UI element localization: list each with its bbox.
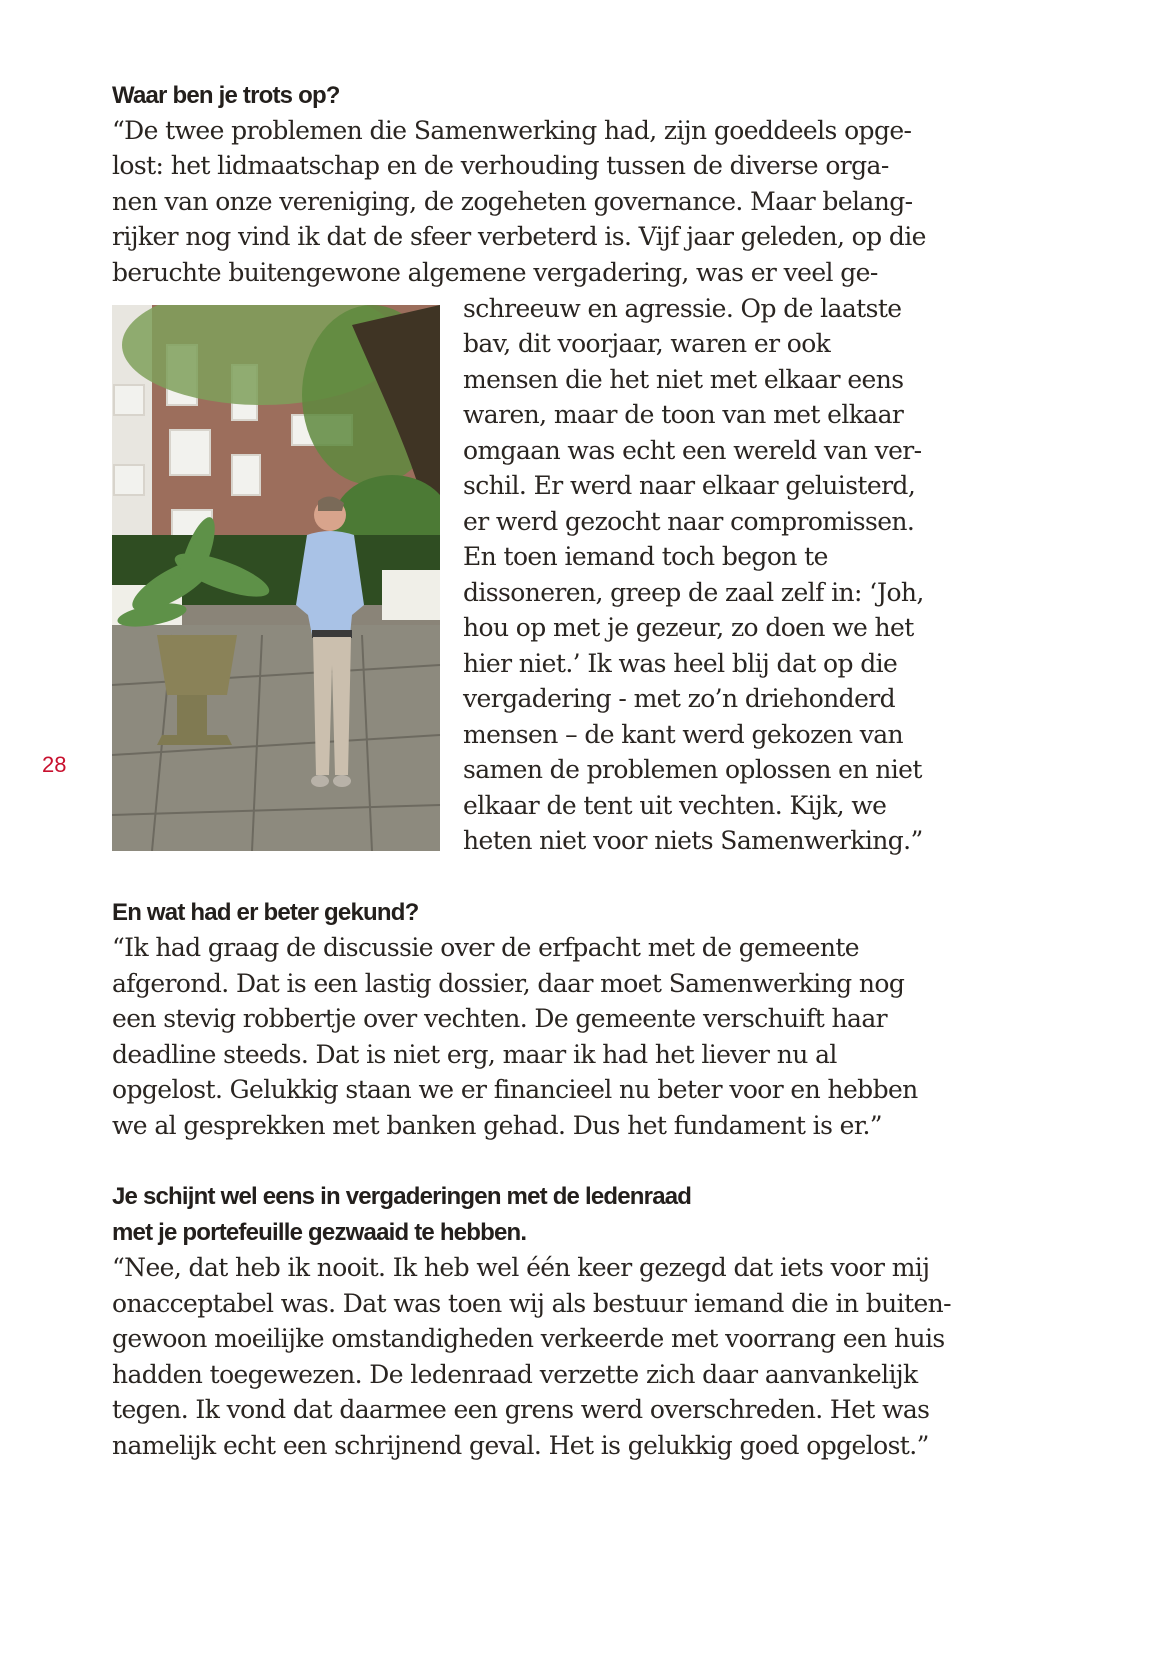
body-line: waren, maar de toon van met elkaar [463, 400, 904, 429]
body-line: samen de problemen oplossen en niet [463, 755, 922, 784]
body-line: bav, dit voorjaar, waren er ook [463, 329, 831, 358]
body-line: dissoneren, greep de zaal zelf in: ‘Joh, [463, 578, 924, 607]
body-line: hou op met je gezeur, zo doen we het [463, 613, 914, 642]
body-line: we al gesprekken met banken gehad. Dus het fundament is er.” [112, 1111, 882, 1140]
body-line: omgaan was echt een wereld van ver- [463, 436, 922, 465]
body-line: elkaar de tent uit vechten. Kijk, we [463, 791, 887, 820]
portrait-photo [112, 305, 440, 851]
section-heading-portefeuille-1: Je schijnt wel eens in vergaderingen met de ledenraad [112, 1183, 692, 1210]
body-line: opgelost. Gelukkig staan we er financieel nu beter voor en hebben [112, 1075, 918, 1104]
body-line: “Nee, dat heb ik nooit. Ik heb wel één keer gezegd dat iets voor mij [112, 1253, 930, 1282]
body-line: er werd gezocht naar compromissen. [463, 507, 915, 536]
body-line: mensen die het niet met elkaar eens [463, 365, 904, 394]
body-line: onacceptabel was. Dat was toen wij als bestuur iemand die in buiten- [112, 1289, 952, 1318]
page-number: 28 [42, 752, 67, 777]
body-line: beruchte buitengewone algemene vergadering, was er veel ge- [112, 258, 878, 287]
section-heading-portefeuille-2: met je portefeuille gezwaaid te hebben. [112, 1219, 527, 1246]
body-line: lost: het lidmaatschap en de verhouding tussen de diverse orga- [112, 151, 889, 180]
body-line: En toen iemand toch begon te [463, 542, 828, 571]
body-line: een stevig robbertje over vechten. De gemeente verschuift haar [112, 1004, 887, 1033]
body-line: schil. Er werd naar elkaar geluisterd, [463, 471, 916, 500]
body-line: mensen – de kant werd gekozen van [463, 720, 904, 749]
body-line: tegen. Ik vond dat daarmee een grens werd overschreden. Het was [112, 1395, 930, 1424]
section-heading-trots: Waar ben je trots op? [112, 82, 340, 109]
body-line: deadline steeds. Dat is niet erg, maar ik had het liever nu al [112, 1040, 837, 1069]
body-line: afgerond. Dat is een lastig dossier, daar moet Samenwerking nog [112, 969, 905, 998]
body-line: heten niet voor niets Samenwerking.” [463, 826, 923, 855]
body-line: hadden toegewezen. De ledenraad verzette zich daar aanvankelijk [112, 1360, 918, 1389]
section-heading-beter: En wat had er beter gekund? [112, 899, 419, 926]
photo-image [112, 305, 440, 851]
body-line: namelijk echt een schrijnend geval. Het is gelukkig goed opgelost.” [112, 1431, 929, 1460]
body-line: schreeuw en agressie. Op de laatste [463, 294, 902, 323]
body-line: “De twee problemen die Samenwerking had, zijn goeddeels opge- [112, 116, 912, 145]
body-line: vergadering - met zo’n driehonderd [463, 684, 896, 713]
body-line: gewoon moeilijke omstandigheden verkeerde met voorrang een huis [112, 1324, 945, 1353]
body-line: hier niet.’ Ik was heel blij dat op die [463, 649, 898, 678]
body-line: “Ik had graag de discussie over de erfpacht met de gemeente [112, 933, 859, 962]
body-line: nen van onze vereniging, de zogeheten governance. Maar belang- [112, 187, 913, 216]
body-line: rijker nog vind ik dat de sfeer verbeterd is. Vijf jaar geleden, op die [112, 222, 926, 251]
